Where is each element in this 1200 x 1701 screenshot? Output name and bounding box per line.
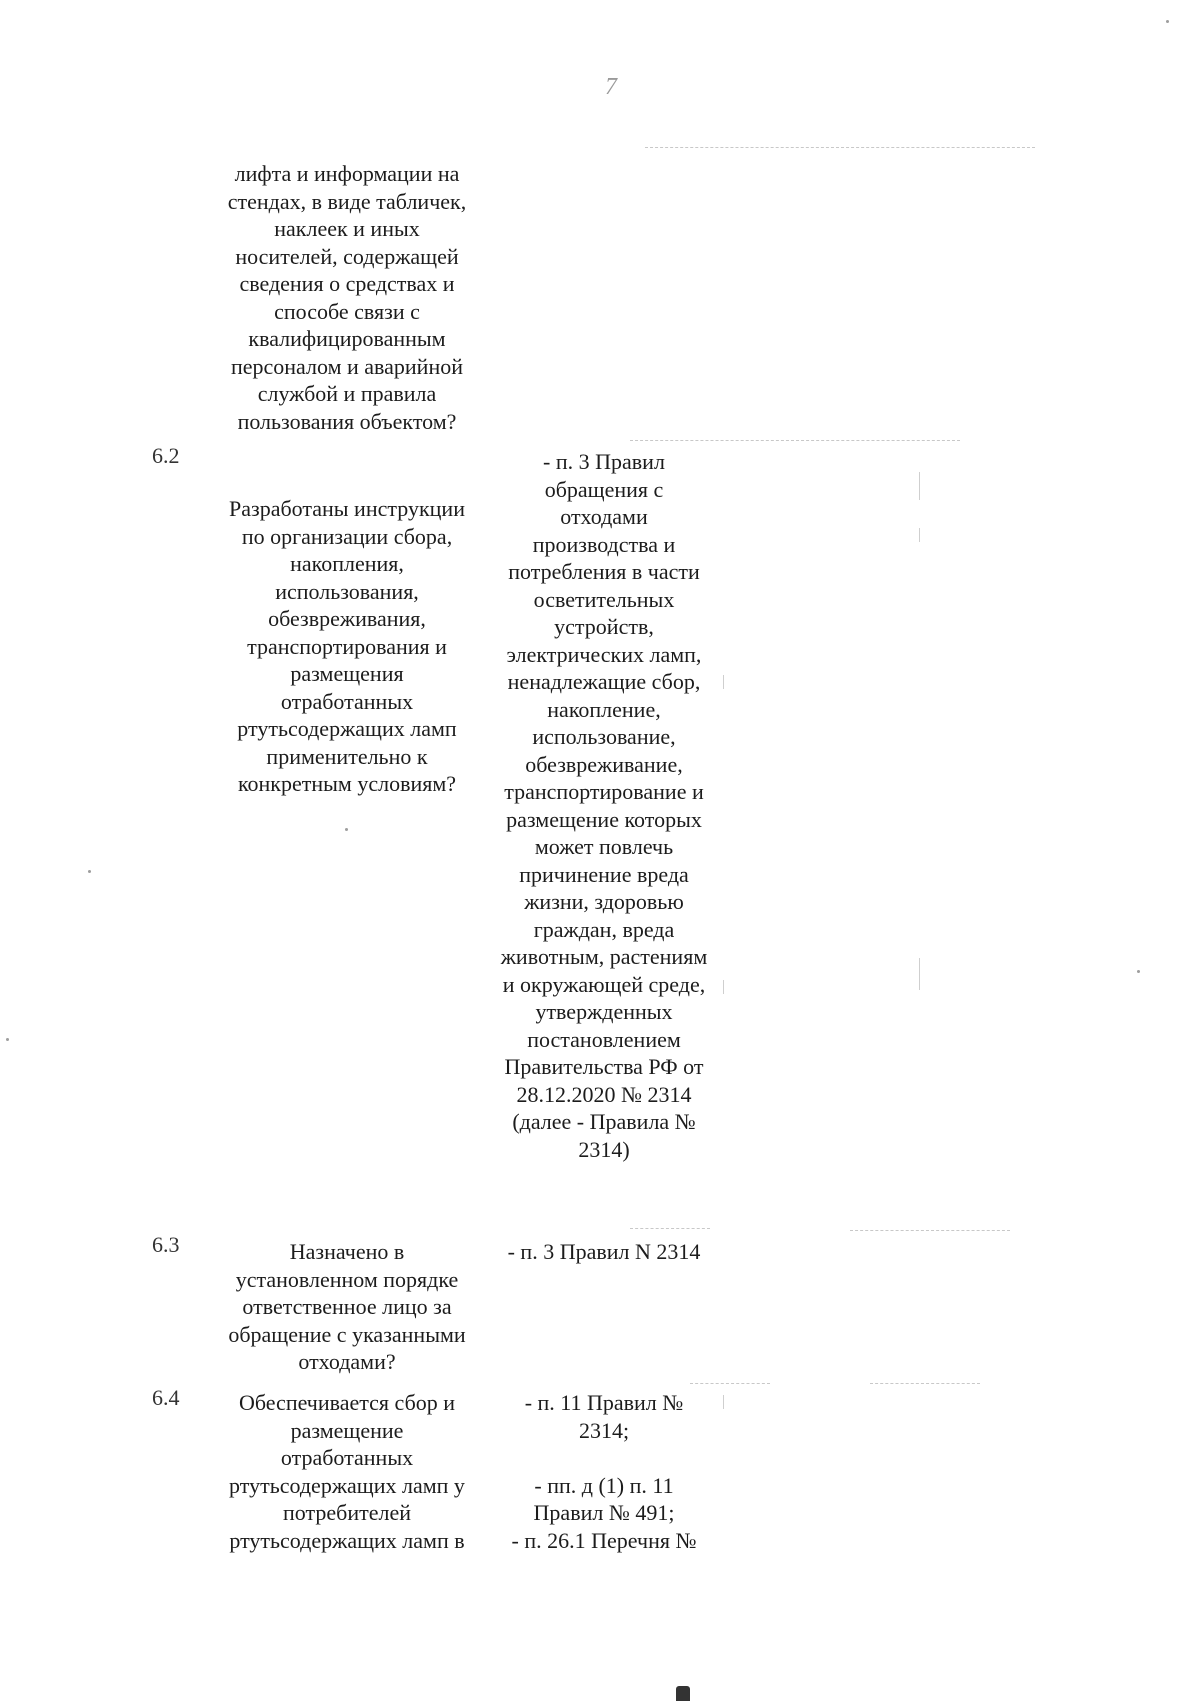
row-separator (630, 440, 960, 441)
row-question-6-3: Назначено в установленном порядке ответственное лицо за обращение с указанными отходами? (228, 1239, 466, 1374)
column-divider (919, 528, 920, 542)
scan-speck (6, 1038, 9, 1041)
column-divider (723, 980, 724, 994)
row-reference-6-3: - п. 3 Правил N 2314 (507, 1239, 701, 1264)
scan-speck (1166, 20, 1169, 23)
row-number-6-2: 6.2 (152, 443, 180, 468)
row-separator (850, 1230, 1010, 1231)
column-divider (723, 675, 724, 689)
row-number-6-4: 6.4 (152, 1385, 180, 1410)
row-question-6-2: Разработаны инструкции по организации сбора, накопления, использования, обезвреживания, транспортирования и размещения отработанных ртутьсодержащих ламп применительно к конкретным условиям? (229, 496, 465, 796)
scan-speck (88, 870, 91, 873)
page-number: 7 (605, 74, 617, 100)
row-separator (690, 1383, 770, 1384)
scan-speck (1137, 970, 1140, 973)
row-question-continuation: лифта и информации на стендах, в виде табличек, наклеек и иных носителей, содержащей сведения о средствах и способе связи с квалифицированным персоналом и аварийной службой и правила пользования объектом? (227, 161, 467, 434)
column-divider (723, 1395, 724, 1409)
row-reference-6-4: - п. 11 Правил № 2314; - пп. д (1) п. 11 Правил № 491; - п. 26.1 Перечня № (511, 1390, 697, 1553)
column-divider (919, 472, 920, 500)
column-divider (919, 958, 920, 990)
row-separator (870, 1383, 980, 1384)
row-question-6-4: Обеспечивается сбор и размещение отработанных ртутьсодержащих ламп у потребителей ртутьсодержащих ламп в (229, 1390, 465, 1553)
scan-speck (345, 828, 348, 831)
row-separator (630, 1228, 710, 1229)
row-number-6-3: 6.3 (152, 1232, 180, 1257)
row-separator (645, 147, 1035, 148)
row-reference-6-2: - п. 3 Правил обращения с отходами производства и потребления в части осветительных устройств, электрических ламп, ненадлежащие сбор, накопление, использование, обезвреживание, транспортирование и размещение которых может повлечь причинение вреда жизни, здоровью граждан, вреда животным, растениям и окружающей среде, утвержденных постановлением Правительства РФ от 28.12.2020 № 2314 (далее - Правила № 2314) (500, 449, 708, 1162)
scan-edge-mark (676, 1686, 690, 1701)
